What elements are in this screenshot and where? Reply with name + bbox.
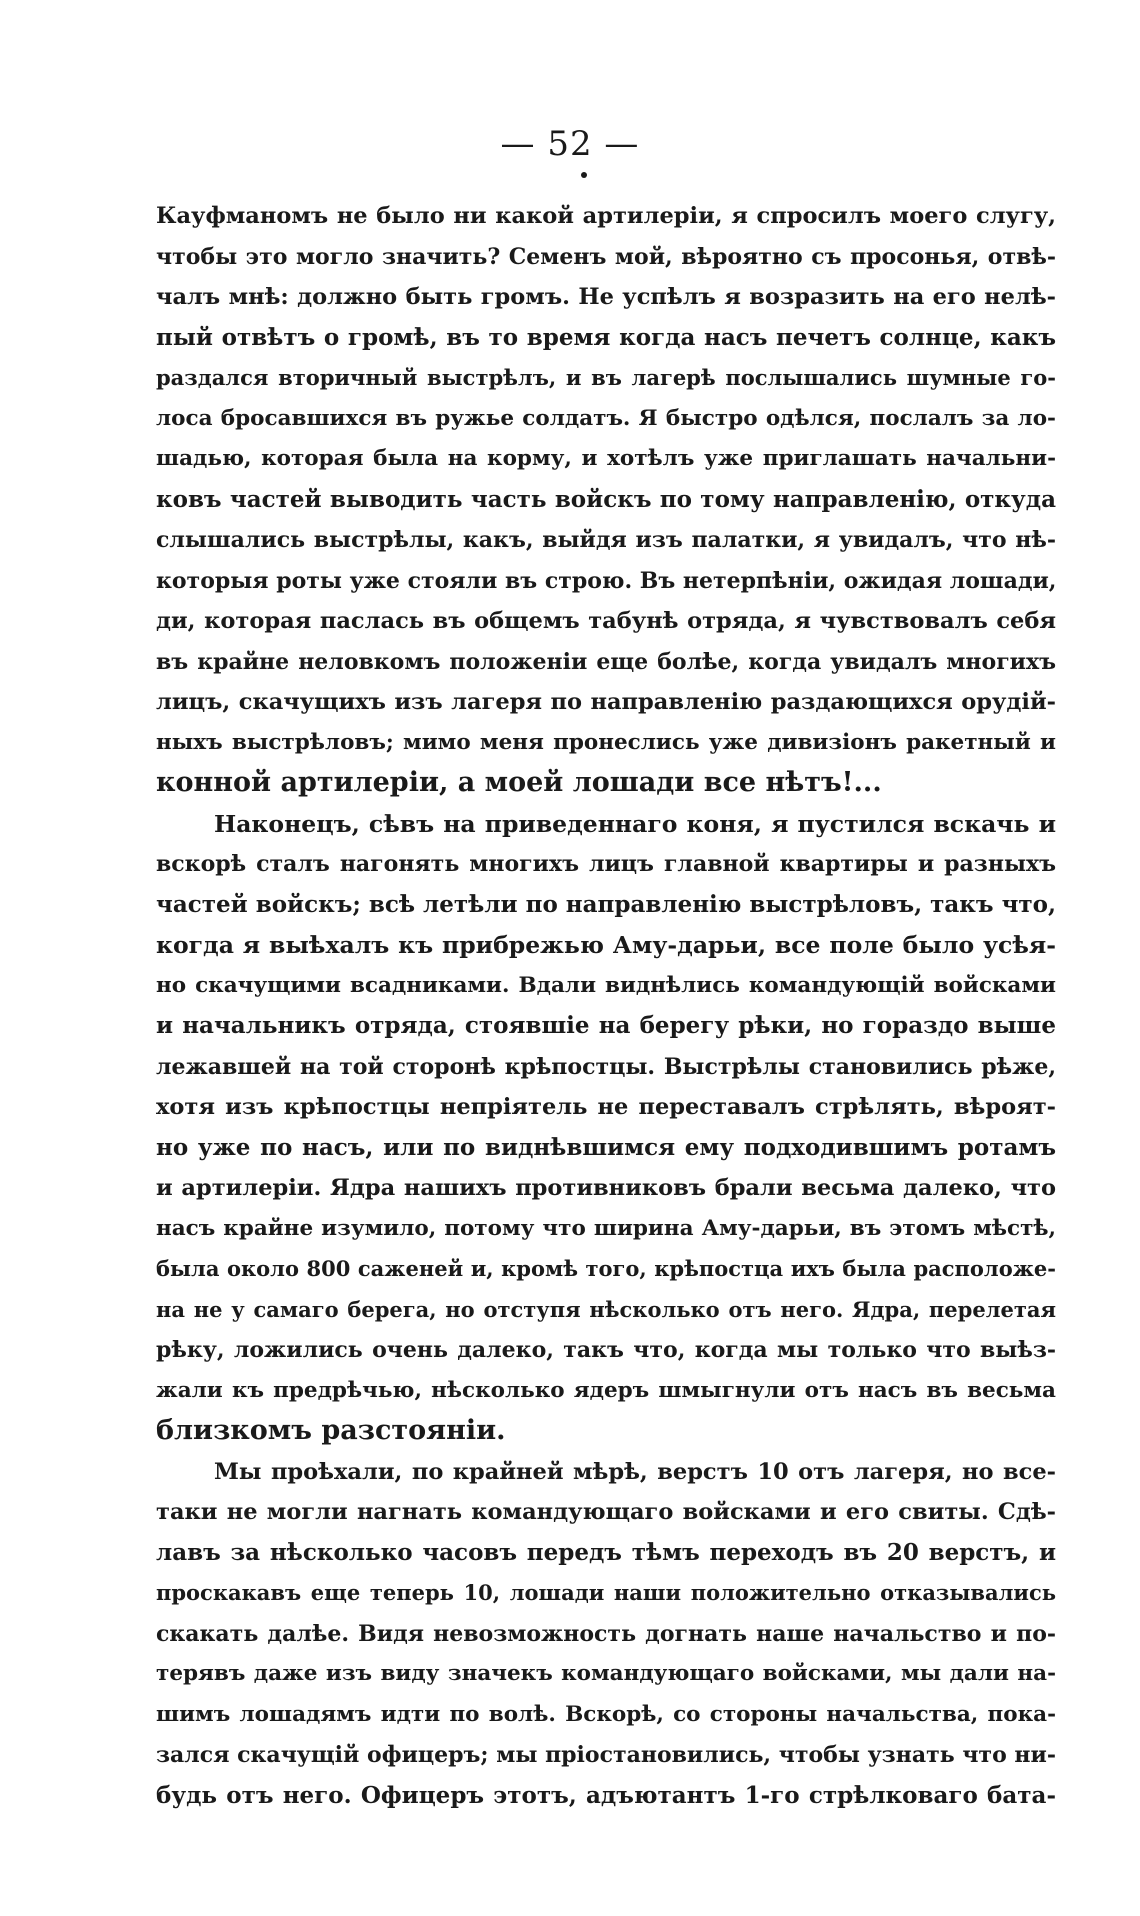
text-line: таки не могли нагнать командующаго войсками и его свиты. Сдѣ- [156, 1499, 1056, 1525]
text-line: была около 800 саженей и, кромѣ того, крѣпостца ихъ была расположе- [156, 1256, 1056, 1281]
text-line: лицъ, скачущихъ изъ лагеря по направленію раздающихся орудій- [156, 689, 1056, 715]
text-line: Кауфманомъ не было ни какой артилеріи, я спросилъ моего слугу, [156, 203, 1056, 229]
text-line: ковъ частей выводить часть войскъ по тому направленію, откуда [156, 485, 1056, 513]
text-line: ди, которая паслась въ общемъ табунѣ отряда, я чувствовалъ себя [156, 608, 1056, 634]
text-line: проскакавъ еще теперь 10, лошади наши положительно отказывались [156, 1580, 1056, 1605]
text-line: которыя роты уже стояли въ строю. Въ нетерпѣніи, ожидая лошади, [156, 567, 1056, 594]
text-line: ныхъ выстрѣловъ; мимо меня пронеслись уже дивизіонъ ракетный и [156, 729, 1056, 755]
text-line: чалъ мнѣ: должно быть громъ. Не успѣлъ я возразить на его нелѣ- [156, 284, 1056, 310]
text-line: въ крайне неловкомъ положеніи еще болѣе, когда увидалъ многихъ [156, 648, 1056, 675]
text-line: шимъ лошадямъ идти по волѣ. Вскорѣ, со стороны начальства, пока- [156, 1701, 1056, 1727]
text-line: пый отвѣтъ о громѣ, въ то время когда насъ печетъ солнце, какъ [156, 323, 1056, 351]
text-line: скакать далѣе. Видя невозможность догнать наше начальство и по- [156, 1620, 1056, 1647]
text-line: хотя изъ крѣпостцы непріятель не переставалъ стрѣлять, вѣроят- [156, 1094, 1056, 1120]
text-line: лавъ за нѣсколько часовъ передъ тѣмъ переходъ въ 20 верстъ, и [156, 1538, 1056, 1566]
text-line: шадью, которая была на корму, и хотѣлъ уже приглашать начальни- [156, 446, 1056, 471]
text-line: конной артилеріи, а моей лошади все нѣтъ!... [156, 767, 882, 798]
text-line: жали къ предрѣчью, нѣсколько ядеръ шмыгнули отъ насъ въ весьма [156, 1377, 1056, 1403]
text-line: зался скачущій офицеръ; мы пріостановились, чтобы узнать что ни- [156, 1742, 1056, 1768]
text-line: Мы проѣхали, по крайней мѣрѣ, верстъ 10 отъ лагеря, но все- [214, 1458, 1056, 1485]
text-line: чтобы это могло значить? Семенъ мой, вѣроятно съ просонья, отвѣ- [156, 243, 1056, 270]
text-line: вскорѣ сталъ нагонять многихъ лицъ главной квартиры и разныхъ [156, 851, 1056, 877]
text-line: насъ крайне изумило, потому что ширина Аму-дарьи, въ этомъ мѣстѣ, [156, 1215, 1056, 1241]
text-line: лежавшей на той сторонѣ крѣпостцы. Выстрѣлы становились рѣже, [156, 1053, 1056, 1080]
text-line: и артилеріи. Ядра нашихъ противниковъ брали весьма далеко, что [156, 1175, 1056, 1201]
text-line: будь отъ него. Офицеръ этотъ, адъютантъ 1-го стрѣлковаго бата- [156, 1781, 1056, 1809]
text-line: рѣку, ложились очень далеко, такъ что, когда мы только что выѣз- [156, 1337, 1056, 1363]
text-line: на не у самаго берега, но отступя нѣсколько отъ него. Ядра, перелетая [156, 1296, 1056, 1322]
text-line: близкомъ разстояніи. [156, 1415, 506, 1446]
text-line: но уже по насъ, или по виднѣвшимся ему подходившимъ ротамъ [156, 1133, 1056, 1161]
text-line: слышались выстрѣлы, какъ, выйдя изъ палатки, я увидалъ, что нѣ- [156, 527, 1056, 553]
text-line: но скачущими всадниками. Вдали виднѣлись командующій войсками [156, 972, 1056, 998]
body-text [156, 196, 1056, 1816]
text-line: Наконецъ, сѣвъ на приведеннаго коня, я пустился вскачь и [214, 809, 1056, 838]
text-line: раздался вторичный выстрѣлъ, и въ лагерѣ послышались шумные го- [156, 365, 1056, 390]
text-line: и начальникъ отряда, стоявшіе на берегу рѣки, но гораздо выше [156, 1012, 1056, 1039]
text-line: лоса бросавшихся въ ружье солдатъ. Я быстро одѣлся, послалъ за ло- [156, 405, 1056, 431]
text-line: терявъ даже изъ виду значекъ командующаго войсками, мы дали на- [156, 1661, 1056, 1686]
print-dot [581, 172, 587, 178]
text-line: когда я выѣхалъ къ прибрежью Аму-дарьи, все поле было усѣя- [156, 931, 1056, 959]
page-number: — 52 — [500, 124, 640, 164]
text-line: частей войскъ; всѣ летѣли по направленію выстрѣловъ, такъ что, [156, 890, 1056, 918]
